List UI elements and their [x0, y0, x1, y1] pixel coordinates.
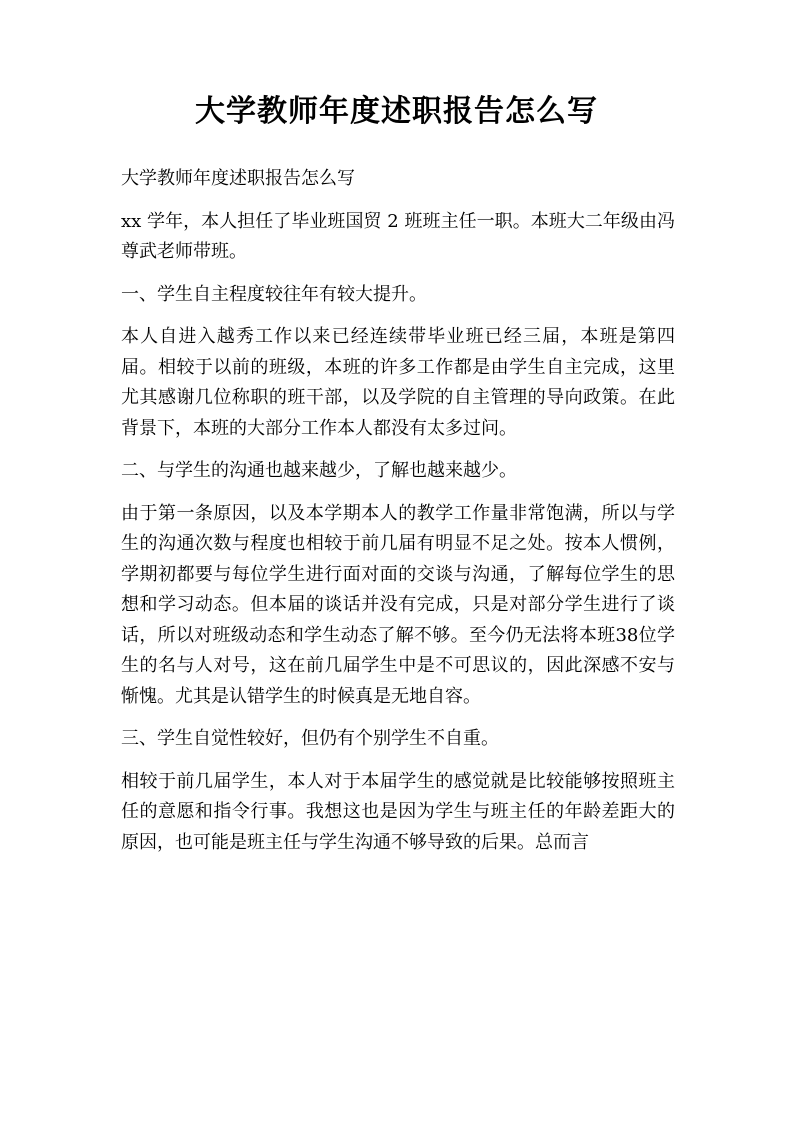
section-heading-1: 一、学生自主程度较往年有较大提升。: [121, 283, 427, 305]
section-heading-3: 三、学生自觉性较好，但仍有个别学生不自重。: [121, 728, 499, 749]
paragraph-section-1: 本人自进入越秀工作以来已经连续带毕业班已经三届，本班是第四届。相较于以前的班级，本班的许多工作都是由学生自主完成，这里尤其感谢几位称职的班干部，以及学院的自主管理的导向政策。在此背景下，本班的大部分工作本人都没有太多过问。: [121, 326, 675, 439]
paragraph-intro: xx 学年，本人担任了毕业班国贸 2 班班主任一职。本班大二年级由冯尊武老师带班。: [121, 210, 675, 262]
paragraph-section-2: 由于第一条原因，以及本学期本人的教学工作量非常饱满，所以与学生的沟通次数与程度也相较于前几届有明显不足之处。按本人惯例，学期初都要与每位学生进行面对面的交谈与沟通，了解每位学生的思想和学习动态。但本届的谈话并没有完成，只是对部分学生进行了谈话，所以对班级动态和学生动态了解不够。至今仍无法将本班38位学生的名与人对号，这在前几届学生中是不可思议的，因此深感不安与惭愧。尤其是认错学生的时候真是无地自容。: [121, 502, 675, 707]
paragraph-section-3: 相较于前几届学生，本人对于本届学生的感觉就是比较能够按照班主任的意愿和指令行事。我想这也是因为学生与班主任的年龄差距大的原因，也可能是班主任与学生沟通不够导致的后果。总而言: [121, 770, 675, 853]
paragraph-subtitle: 大学教师年度述职报告怎么写: [121, 168, 355, 189]
section-heading-2: 二、与学生的沟通也越来越少，了解也越来越少。: [121, 460, 517, 481]
document-body: [121, 164, 675, 870]
document-title: 大学教师年度述职报告怎么写: [195, 94, 598, 129]
